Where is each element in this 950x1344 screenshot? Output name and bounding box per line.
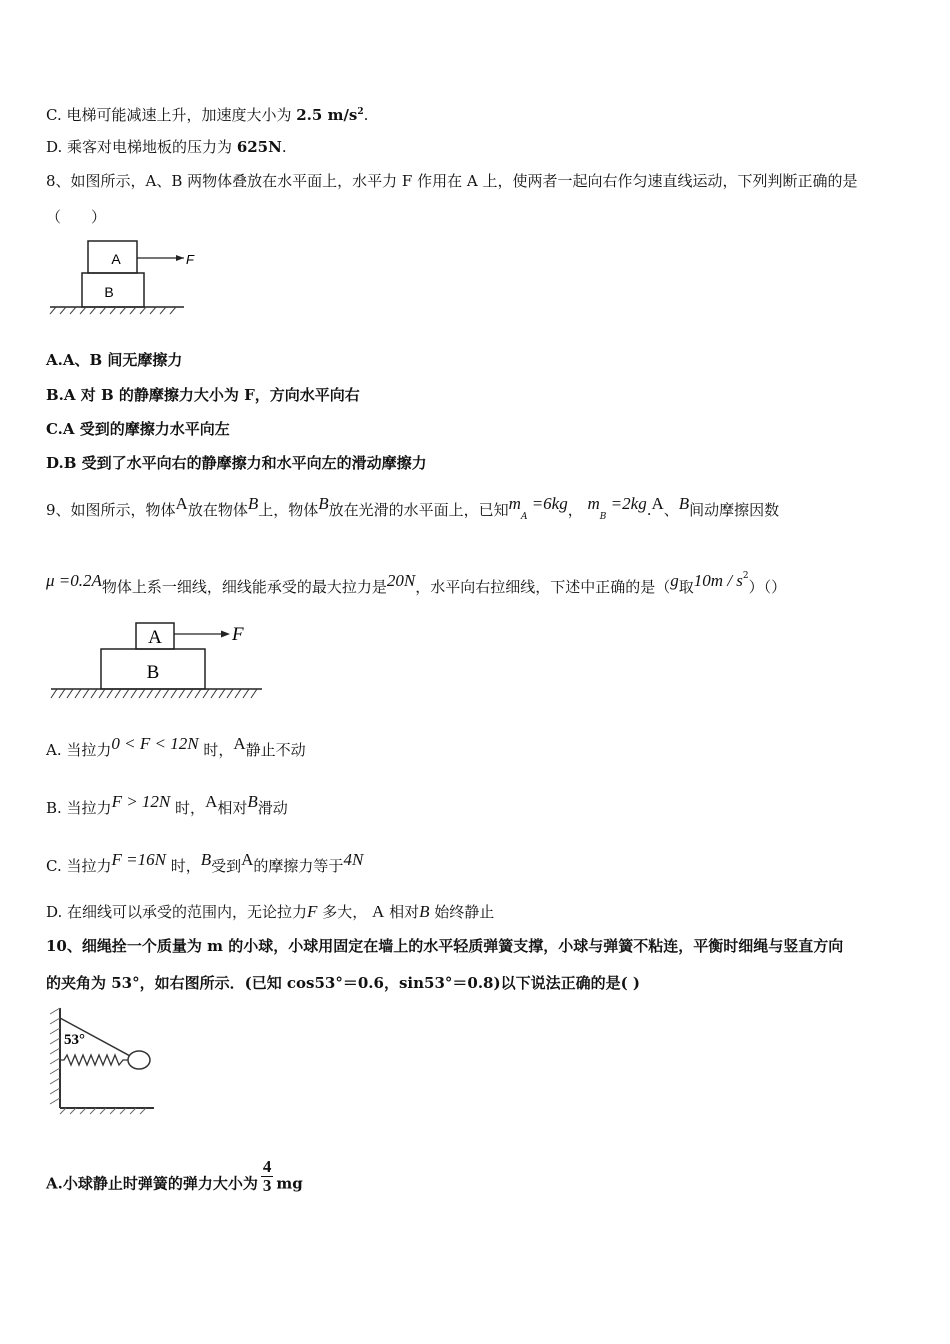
- math-sub: B: [599, 512, 607, 522]
- q10-figure: [46, 1004, 166, 1120]
- text: ，: [567, 501, 583, 519]
- math: A: [372, 902, 385, 921]
- spring: [60, 1055, 128, 1065]
- q9-figure: [46, 618, 268, 702]
- label-b: B: [146, 662, 160, 683]
- text: 上，物体: [258, 501, 319, 519]
- math: 0 < F < 12N: [111, 734, 199, 753]
- q10-stem-line1: 10、细绳拴一个质量为 m 的小球，小球用固定在墙上的水平轻质弹簧支撑，小球与弹簧不粘连，平衡时细绳与竖直方向: [46, 937, 844, 955]
- q9-option-c: [46, 850, 364, 876]
- math: A: [651, 494, 664, 513]
- math: m: [508, 494, 521, 513]
- text: .: [646, 501, 652, 519]
- q8-option-d: D.B 受到了水平向右的静摩擦力和水平向左的滑动摩擦力: [46, 454, 427, 472]
- text: A. 当拉力: [46, 741, 112, 759]
- q9-option-b: [46, 792, 288, 818]
- option-text: D. 乘客对电梯地板的压力为: [46, 138, 237, 156]
- text: ）（）: [748, 578, 787, 596]
- ball: [128, 1051, 150, 1069]
- q7-option-d: [46, 137, 287, 157]
- text: 时，: [175, 799, 206, 817]
- math: A: [91, 571, 102, 590]
- option-text: C. 电梯可能减速上升，加速度大小为: [46, 106, 297, 124]
- math: B: [200, 850, 212, 869]
- label-a: A: [111, 251, 121, 267]
- q9-line2: [46, 571, 787, 597]
- option-end: .: [281, 138, 287, 156]
- numerator: 4: [262, 1157, 272, 1176]
- option-end: .: [363, 106, 369, 124]
- math: B: [318, 494, 329, 513]
- math: F =16N: [111, 850, 166, 869]
- text: 受到: [211, 857, 242, 875]
- q9-option-a: [46, 734, 306, 760]
- label-a: A: [148, 627, 162, 648]
- math: 4N: [343, 850, 364, 869]
- text: 时，: [203, 741, 234, 759]
- text: D. 在细线可以承受的范围内，无论拉力: [46, 903, 308, 921]
- math: B: [247, 494, 259, 513]
- q8-stem: 8、如图所示，A、B 两物体叠放在水平面上，水平力 F 作用在 A 上，使两者一起向右作匀速直线运动，下列判断正确的是: [46, 172, 858, 190]
- math-sup: 2: [742, 571, 749, 581]
- math: A: [175, 494, 188, 513]
- math: A: [205, 792, 218, 811]
- q8-figure: [46, 236, 206, 318]
- label-f: F: [186, 252, 194, 267]
- text: 物体上系一细线，细线能承受的最大拉力是: [101, 578, 387, 596]
- text: A.小球静止时弹簧的弹力大小为: [46, 1174, 258, 1193]
- text: 9、如图所示，物体: [46, 501, 176, 519]
- q8-option-a: A.A、B 间无摩擦力: [46, 351, 183, 369]
- math-sub: A: [520, 512, 528, 522]
- text: 的摩擦力等于: [253, 857, 344, 875]
- q8-option-c: C.A 受到的摩擦力水平向左: [46, 420, 230, 438]
- option-value: 625N: [236, 138, 282, 156]
- text: mg: [276, 1174, 303, 1193]
- text: 静止不动: [245, 741, 306, 759]
- math: =2kg: [606, 494, 647, 513]
- q9-stem: [46, 494, 780, 527]
- math: m: [587, 494, 600, 513]
- text: 滑动: [257, 799, 288, 817]
- math: A: [233, 734, 246, 753]
- text: ，水平向右拉细线，下述中正确的是（: [415, 578, 671, 596]
- option-sup: 2: [357, 107, 364, 117]
- math: B: [419, 902, 430, 921]
- text: 时，: [170, 857, 201, 875]
- math: B: [678, 494, 690, 513]
- q7-option-c: [46, 102, 368, 125]
- denominator: 3: [262, 1176, 272, 1195]
- text: 间动摩擦因数: [689, 501, 780, 519]
- text: 、: [663, 501, 679, 519]
- text: 始终静止: [434, 903, 495, 921]
- math: 20N: [386, 571, 416, 590]
- math: =6kg: [527, 494, 568, 513]
- text: 放在物体: [187, 501, 248, 519]
- q10-stem-line2: 的夹角为 53°，如右图所示．(已知 cos53°＝0.6，sin53°＝0.8)以下说法正确的是( ): [46, 974, 641, 992]
- math: 10m / s: [693, 571, 743, 590]
- label-f: F: [232, 624, 244, 645]
- text: 放在光滑的水平面上，已知: [328, 501, 509, 519]
- q8-paren: （ ）: [46, 208, 107, 226]
- label-b: B: [104, 284, 114, 300]
- math: F > 12N: [111, 792, 171, 811]
- text: 取: [678, 578, 694, 596]
- math: g: [670, 571, 679, 590]
- math: F: [307, 902, 318, 921]
- text: 相对: [389, 903, 420, 921]
- q8-option-b: B.A 对 B 的静摩擦力大小为 F，方向水平向右: [46, 386, 360, 404]
- math: μ =0.2: [46, 571, 92, 590]
- text: B. 当拉力: [46, 799, 112, 817]
- q9-option-d: [46, 902, 494, 922]
- text: 多大，: [322, 903, 368, 921]
- angle-label: 53°: [64, 1032, 85, 1048]
- math: B: [247, 792, 258, 811]
- text: C. 当拉力: [46, 857, 112, 875]
- text: 相对: [217, 799, 248, 817]
- math: A: [241, 850, 254, 869]
- option-value: 2.5 m/s: [296, 106, 358, 124]
- q10-option-a: [46, 1157, 303, 1203]
- fraction: [261, 1158, 274, 1195]
